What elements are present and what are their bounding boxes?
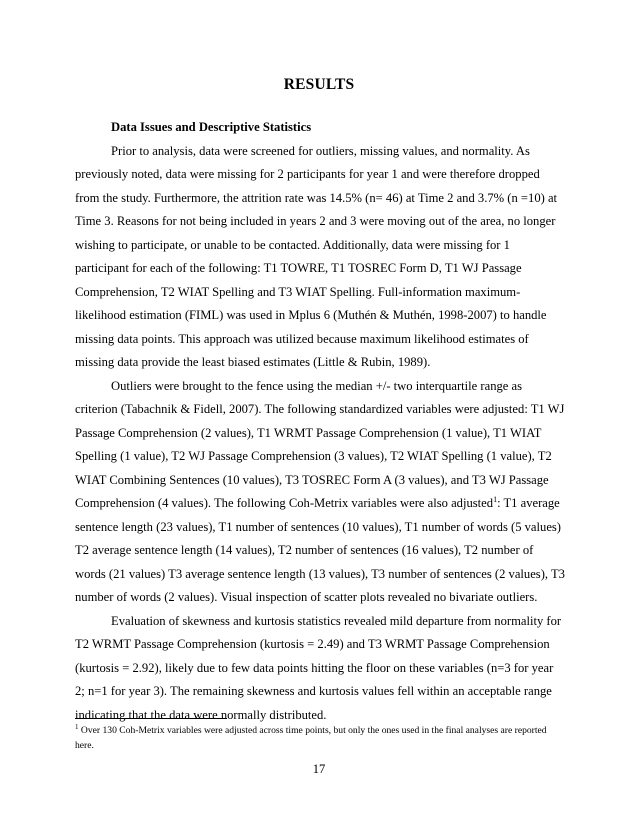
text-line: previously noted, data were missing for 2 participants for year 1 and were therefore dropped — [75, 167, 540, 181]
text-line: criterion (Tabachnik & Fidell, 2007). The following standardized variables were adjusted: T1 WJ — [75, 402, 565, 416]
text-line: participant for each of the following: T1 TOWRE, T1 TOSREC Form D, T1 WJ Passage — [75, 261, 522, 275]
text-line: missing data provide the least biased estimates (Little & Rubin, 1989). — [75, 355, 431, 369]
paragraph-3 — [75, 610, 565, 728]
text-line: words (21 values) T3 average sentence length (13 values), T3 number of sentences (2 values), T3 — [75, 566, 565, 581]
text-line: wishing to participate, or unable to be contacted. Additionally, data were missing for 1 — [75, 237, 510, 252]
text-line: Time 3. Reasons for not being included in years 2 and 3 were moving out of the area, no longer — [75, 214, 556, 228]
page-number: 17 — [312, 762, 326, 776]
footnote-divider — [75, 718, 227, 719]
text-line: likelihood estimation (FIML) was used in Mplus 6 (Muthén & Muthén, 1998-2007) to handle — [75, 308, 547, 322]
text-line: Evaluation of skewness and kurtosis statistics revealed mild departure from normality for — [111, 613, 562, 628]
text-line: number of words (2 values). Visual inspection of scatter plots revealed no bivariate outliers. — [75, 590, 538, 604]
text-line: Outliers were brought to the fence using the median +/- two interquartile range as — [111, 378, 523, 393]
text-line: sentence length (23 values), T1 number of sentences (10 values), T1 number of words (5 values) — [75, 519, 562, 534]
text-line: indicating that the data were normally distributed. — [75, 707, 327, 722]
text-line: 2; n=1 for year 3). The remaining skewness and kurtosis values fell within an acceptable range — [75, 684, 552, 698]
text-line: from the study. Furthermore, the attrition rate was 14.5% (n= 46) at Time 2 and 3.7% (n =10) at — [75, 190, 558, 205]
text-line: Passage Comprehension (2 values), T1 WRMT Passage Comprehension (1 value), T1 WIAT — [75, 425, 542, 440]
text-segment: : T1 average — [497, 496, 560, 510]
text-line: Spelling (1 value), T2 WJ Passage Comprehension (3 values), T2 WIAT Spelling (1 value), T2 — [75, 449, 552, 463]
text-line-with-footnote — [75, 492, 565, 516]
text-line: T2 average sentence length (14 values), T2 number of sentences (16 values), T2 number of — [75, 543, 534, 557]
footnote-number: 1 — [75, 722, 79, 731]
text-line: Prior to analysis, data were screened for outliers, missing values, and normality. As — [111, 143, 530, 158]
footnote-marker[interactable]: 1 — [493, 494, 498, 504]
footnote — [75, 723, 565, 753]
page-title: RESULTS — [283, 76, 355, 93]
text-line: Comprehension, T2 WIAT Spelling and T3 WIAT Spelling. Full-information maximum- — [75, 284, 521, 299]
text-segment: Comprehension (4 values). The following Coh-Metrix variables were also adjusted — [75, 496, 494, 510]
paragraph-1 — [75, 140, 565, 375]
footnote-text: Over 130 Coh-Metrix variables were adjusted across time points, but only the ones used in the final analyses are reported here. — [75, 725, 547, 751]
text-line: (kurtosis = 2.92), likely due to few data points hitting the floor on these variables (n=3 for year — [75, 660, 554, 675]
paragraph-2 — [75, 375, 565, 610]
section-heading: Data Issues and Descriptive Statistics — [111, 120, 312, 134]
text-line: T2 WRMT Passage Comprehension (kurtosis = 2.49) and T3 WRMT Passage Comprehension — [75, 637, 550, 651]
text-line: missing data points. This approach was utilized because maximum likelihood estimates of — [75, 331, 529, 346]
body-text — [75, 116, 565, 727]
text-line: WIAT Combining Sentences (10 values), T3 TOSREC Form A (3 values), and T3 WJ Passage — [75, 472, 549, 487]
